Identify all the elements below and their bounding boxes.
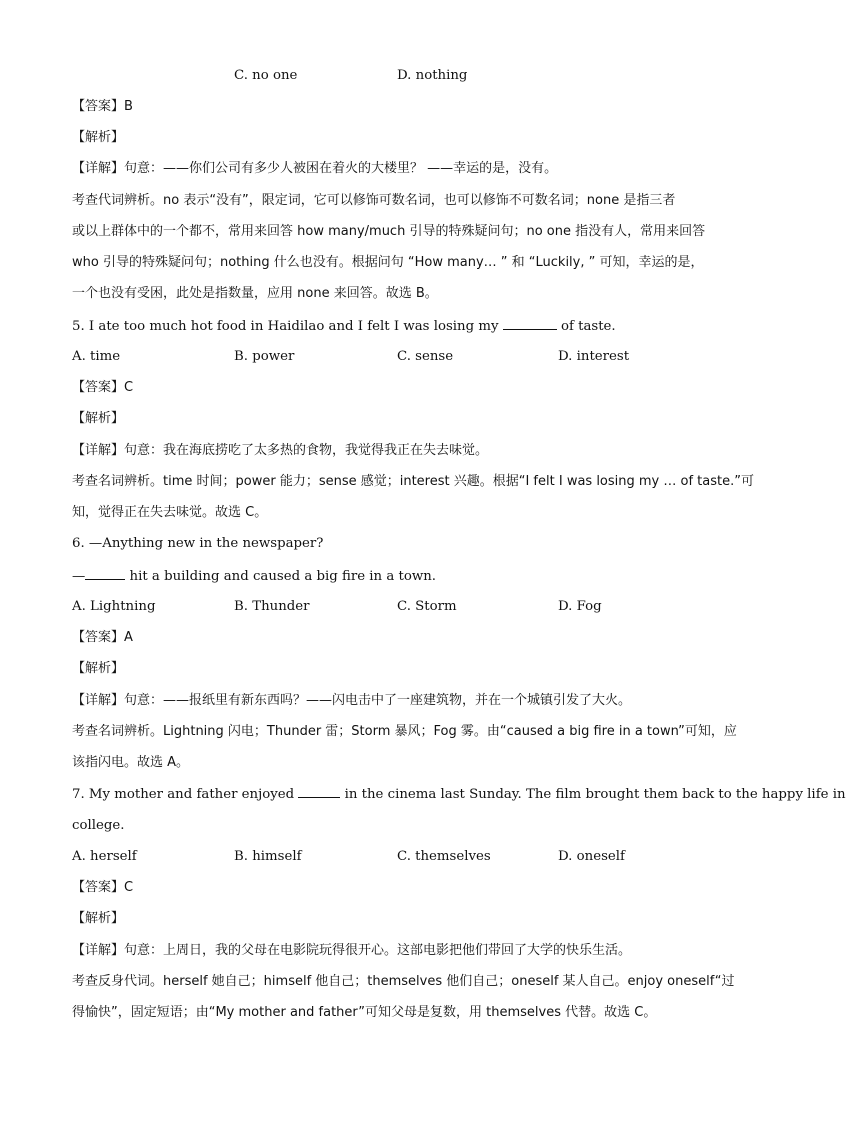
q5-answer: 【答案】C xyxy=(72,380,134,395)
q5-stem xyxy=(72,317,616,336)
q6-blank xyxy=(85,567,125,580)
q6-analysis-heading: 【解析】 xyxy=(72,661,125,676)
q6-explain-line-1: 考查名词辨析。Lightning 闪电；Thunder 雷；Storm 暴风；Fog 雾。由“caused a big fire in a town”可知，应 xyxy=(72,724,737,739)
q6-stem-dash: — xyxy=(72,569,86,584)
q4-answer: 【答案】B xyxy=(72,99,133,114)
q4-detail: 【详解】句意：——你们公司有多少人被困在着火的大楼里？ ——幸运的是，没有。 xyxy=(72,161,558,176)
q5-option-c: C. sense xyxy=(397,349,454,364)
q5-explain-line-1: 考查名词辨析。time 时间；power 能力；sense 感觉；interest 兴趣。根据“I felt I was losing my … of taste.”可 xyxy=(72,474,754,489)
q4-analysis-heading: 【解析】 xyxy=(72,130,125,145)
q7-detail: 【详解】句意：上周日，我的父母在电影院玩得很开心。这部电影把他们带回了大学的快乐生活。 xyxy=(72,943,632,958)
q4-option-d: D. nothing xyxy=(397,68,468,83)
q5-explain-line-2: 知，觉得正在失去味觉。故选 C。 xyxy=(72,505,268,520)
q5-analysis-heading: 【解析】 xyxy=(72,411,125,426)
q7-stem-after: in the cinema last Sunday. The film brought them back to the happy life in xyxy=(344,787,846,802)
q6-explain-line-2: 该指闪电。故选 A。 xyxy=(72,755,190,770)
q6-option-c: C. Storm xyxy=(397,599,457,614)
q5-blank xyxy=(503,317,557,330)
q7-option-a: A. herself xyxy=(72,849,137,864)
q7-answer: 【答案】C xyxy=(72,880,134,895)
q5-option-a: A. time xyxy=(72,349,121,364)
q7-analysis-heading: 【解析】 xyxy=(72,911,125,926)
q6-stem-line-1: 6. —Anything new in the newspaper? xyxy=(72,536,324,551)
q4-explain-line-3: who 引导的特殊疑问句；nothing 什么也没有。根据问句 “How many… ” 和 “Luckily, ” 可知，幸运的是， xyxy=(72,255,704,270)
q6-detail: 【详解】句意：——报纸里有新东西吗？——闪电击中了一座建筑物，并在一个城镇引发了大火。 xyxy=(72,693,632,708)
q4-explain-line-1: 考查代词辨析。no 表示“没有”，限定词，它可以修饰可数名词，也可以修饰不可数名词；none 是指三者 xyxy=(72,193,676,208)
q6-answer: 【答案】A xyxy=(72,630,133,645)
q5-option-d: D. interest xyxy=(558,349,630,364)
q5-detail: 【详解】句意：我在海底捞吃了太多热的食物，我觉得我正在失去味觉。 xyxy=(72,443,489,458)
q6-stem-after: hit a building and caused a big fire in a town. xyxy=(129,569,437,584)
q6-option-d: D. Fog xyxy=(558,599,602,614)
q5-stem-after: of taste. xyxy=(560,319,616,334)
q6-option-a: A. Lightning xyxy=(72,599,156,614)
q7-stem-line-1 xyxy=(72,785,846,804)
q7-explain-line-2: 得愉快”，固定短语；由“My mother and father”可知父母是复数，用 themselves 代替。故选 C。 xyxy=(72,1005,657,1020)
q7-blank xyxy=(298,785,340,798)
q7-stem-before: 7. My mother and father enjoyed xyxy=(72,787,295,802)
q6-stem-line-2 xyxy=(72,567,436,586)
q5-option-b: B. power xyxy=(234,349,295,364)
q6-option-b: B. Thunder xyxy=(234,599,310,614)
q7-option-d: D. oneself xyxy=(558,849,625,864)
q7-explain-line-1: 考查反身代词。herself 她自己；himself 他自己；themselves 他们自己；oneself 某人自己。enjoy oneself“过 xyxy=(72,974,735,989)
q4-option-c: C. no one xyxy=(234,68,298,83)
q7-option-b: B. himself xyxy=(234,849,302,864)
q4-explain-line-2: 或以上群体中的一个都不，常用来回答 how many/much 引导的特殊疑问句；no one 指没有人，常用来回答 xyxy=(72,224,706,239)
q4-explain-line-4: 一个也没有受困，此处是指数量，应用 none 来回答。故选 B。 xyxy=(72,286,438,301)
q5-stem-before: 5. I ate too much hot food in Haidilao and I felt I was losing my xyxy=(72,319,499,334)
q7-stem-line-2: college. xyxy=(72,818,125,833)
q7-option-c: C. themselves xyxy=(397,849,491,864)
